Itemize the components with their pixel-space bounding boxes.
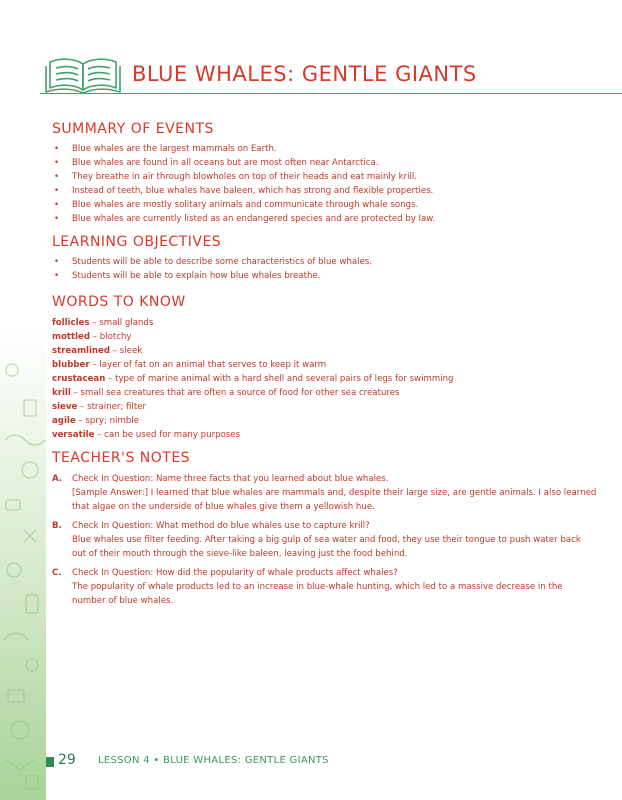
- words-list: [52, 316, 592, 442]
- note-question: Check In Question: How did the popularity of whale products affect whales?: [72, 568, 398, 578]
- word-term: blubber: [52, 360, 90, 370]
- word-entry: [52, 428, 592, 442]
- list-item: • They breathe in air through blowholes on top of their heads and eat mainly krill.: [52, 170, 592, 184]
- note-letter: A.: [52, 474, 63, 484]
- note-question: Check In Question: Name three facts that you learned about blue whales.: [72, 474, 389, 484]
- list-item: • Instead of teeth, blue whales have baleen, which has strong and flexible properties.: [52, 184, 592, 198]
- word-definition: – can be used for many purposes: [94, 430, 241, 440]
- word-entry: [52, 316, 592, 330]
- word-entry: [52, 414, 592, 428]
- list-item: • Blue whales are the largest mammals on Earth.: [52, 142, 592, 156]
- note-letter: B.: [52, 521, 62, 531]
- decorative-side-strip: [0, 330, 46, 800]
- lesson-label: LESSON 4 • BLUE WHALES: GENTLE GIANTS: [98, 755, 329, 766]
- word-term: crustacean: [52, 374, 106, 384]
- word-definition: – strainer; filter: [77, 402, 147, 412]
- note-question: Check In Question: What method do blue whales use to capture krill?: [72, 521, 370, 531]
- open-book-icon: [44, 54, 122, 94]
- objectives-list: [52, 255, 592, 283]
- header-rule: [40, 93, 622, 94]
- note-answer: The popularity of whale products led to an increase in blue-whale hunting, which led to a massive decrease in the number of blue whales.: [72, 582, 563, 606]
- note-item: [52, 472, 597, 514]
- word-term: mottled: [52, 332, 91, 342]
- word-entry: [52, 344, 592, 358]
- word-entry: [52, 330, 592, 344]
- page-title: BLUE WHALES: GENTLE GIANTS: [132, 62, 477, 86]
- list-item: • Blue whales are found in all oceans but are most often near Antarctica.: [52, 156, 592, 170]
- objectives-heading: LEARNING OBJECTIVES: [52, 234, 222, 250]
- word-definition: – small sea creatures that are often a source of food for other sea creatures: [70, 388, 400, 398]
- doodle-pattern: [0, 330, 46, 800]
- word-entry: [52, 372, 592, 386]
- word-term: krill: [52, 388, 71, 398]
- word-term: versatile: [52, 430, 95, 440]
- word-definition: – type of marine animal with a hard shell and several pairs of legs for swimming: [105, 374, 454, 384]
- summary-list: [52, 142, 592, 226]
- word-term: follicles: [52, 318, 90, 328]
- word-definition: – sleek: [110, 346, 143, 356]
- word-definition: – spry; nimble: [75, 416, 139, 426]
- note-answer: [Sample Answer:] I learned that blue whales are mammals and, despite their large size, are gentle animals. I also learned that algae on the underside of blue whales give them a yellowish hue.: [72, 488, 597, 512]
- note-answer: Blue whales use filter feeding. After taking a big gulp of sea water and food, they use their tongue to push water back out of their mouth through the sieve-like baleen, leaving just the food behind.: [72, 535, 581, 559]
- page-number: 29: [58, 752, 76, 768]
- list-item: • Blue whales are mostly solitary animals and communicate through whale songs.: [52, 198, 592, 212]
- word-term: sieve: [52, 402, 78, 412]
- word-definition: – small glands: [89, 318, 154, 328]
- words-heading: WORDS TO KNOW: [52, 294, 186, 310]
- word-term: streamlined: [52, 346, 111, 356]
- word-term: agile: [52, 416, 76, 426]
- notes-list: [52, 472, 597, 613]
- note-item: [52, 519, 597, 561]
- note-item: [52, 566, 597, 608]
- word-entry: [52, 400, 592, 414]
- list-item: • Students will be able to describe some characteristics of blue whales.: [52, 255, 592, 269]
- footer-marker: [46, 757, 54, 767]
- word-entry: [52, 358, 592, 372]
- word-definition: – layer of fat on an animal that serves to keep it warm: [89, 360, 327, 370]
- list-item: • Students will be able to explain how blue whales breathe.: [52, 269, 592, 283]
- note-letter: C.: [52, 568, 62, 578]
- summary-heading: SUMMARY OF EVENTS: [52, 121, 214, 137]
- word-entry: [52, 386, 592, 400]
- list-item: • Blue whales are currently listed as an endangered species and are protected by law.: [52, 212, 592, 226]
- notes-heading: TEACHER'S NOTES: [52, 450, 191, 466]
- word-definition: – blotchy: [90, 332, 132, 342]
